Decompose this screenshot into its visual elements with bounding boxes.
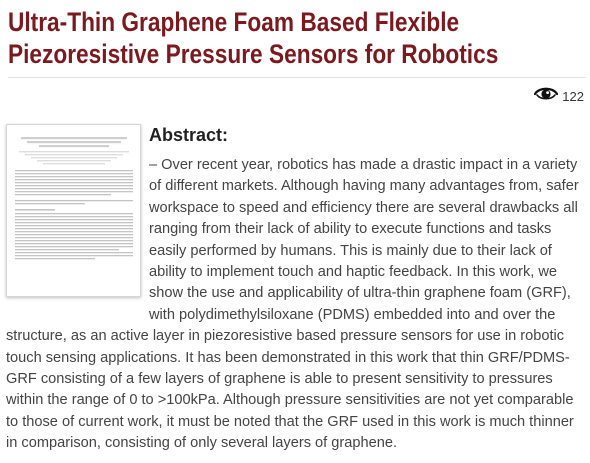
article-title-line-2: Piezoresistive Pressure Sensors for Robotics <box>8 39 499 69</box>
view-counter <box>534 86 584 106</box>
abstract-heading: Abstract: <box>149 125 229 145</box>
article-title-line-1: Ultra-Thin Graphene Foam Based Flexible <box>8 7 460 37</box>
abstract-text: – Over recent year, robotics has made a drastic impact in a variety of different markets. Although having many advantages from, safer workspace to speed and efficiency there are several drawbacks all ranging from their lack of ability to execute functions and tasks easily performed by humans. This is mainly due to their lack of ability to implement touch and haptic feedback. In this work, we show the use and applicability of ultra-thin graphene foam (GRF), with polydimethylsiloxane (PDMS) embedded into and over the structure, as an active layer in piezoresistive based pressure sensors for use in robotic touch sensing applications. It has been demonstrated in this work that thin GRF/PDMS-GRF consisting of a few layers of graphene is able to present sensitivity to pressures within the range of 0 to >100kPa. Although pressure sensitivities are not yet comparable to those of current work, it must be noted that the GRF used in this work is much thinner in comparison, consisting of only several layers of graphene. <box>6 157 579 452</box>
view-count: 122 <box>562 88 584 104</box>
title-divider <box>8 77 586 78</box>
article-title <box>8 6 499 70</box>
eye-icon <box>534 85 558 107</box>
